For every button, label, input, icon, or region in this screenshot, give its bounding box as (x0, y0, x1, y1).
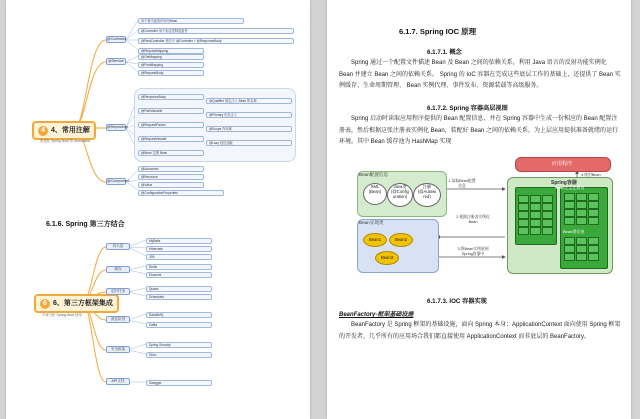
bean-grid-cell (564, 217, 575, 225)
subheading-ioc-impl: 6.1.7.3. IOC 容器实现 (427, 298, 487, 305)
mindmap-1-leaf: @ConfigurationProperties (138, 190, 224, 196)
bean-grid-cell (576, 253, 587, 261)
bean-grid-cell (518, 211, 529, 219)
bean-grid-cell (518, 195, 529, 203)
bean-grid-cell (518, 227, 529, 235)
bean-grid-cell (564, 237, 575, 245)
mindmap-2-leaf: Spring Security (146, 342, 212, 348)
bean-grid-cell (530, 219, 541, 227)
mindmap-2-leaf: MyBatis (146, 238, 212, 244)
bean1-oval: Bean1 (363, 233, 387, 247)
bean-grid-cell (530, 203, 541, 211)
bean-grid-cell (564, 193, 575, 201)
central-number-badge: 4 (38, 126, 48, 136)
bean-grid-cell (576, 193, 587, 201)
spring-container-diagram (355, 157, 613, 273)
mindmap-1-leaf: @Value (138, 182, 204, 188)
mindmap-1-note: @Qualifier 指定注入 Bean 的名称 (206, 98, 292, 104)
mindmap-1-leaf: @GetMapping (138, 54, 204, 60)
bean-grid-cell (588, 193, 599, 201)
mindmap-1-leaf: @RequestBody (138, 70, 204, 76)
bean-grid-cell (576, 201, 587, 209)
left-page (6, 0, 310, 419)
paragraph-concept: Spring 通过一个配置文件描述 Bean 及 Bean 之间的依赖关系，利用 Java 语言的反射功能实例化 Bean 并建立 Bean 之间的依赖关系。 Spring 的 IoC 容器在完成这些底层工作的基础上，还提供了 Bean 实例缓存、生命周期管理、 Bean 实例代理、事件发布、资源装载等高级服务。 (339, 60, 621, 89)
step-4-label: 4.使用Bean (581, 173, 601, 177)
mindmap-1-note: @Scope 作用域 (206, 126, 292, 132)
step-1-label: 1.读取Bean配置信息 (448, 179, 476, 188)
mindmap-2-central-label: 6、第三方框架集成 (53, 300, 113, 307)
cache-pool-label: Bean缓存池 (563, 229, 585, 234)
subheading-high-level-view: 6.1.7.2. Spring 容器高层视图 (427, 105, 508, 112)
mindmap-1-cat-node: @Service (106, 58, 126, 65)
paragraph-high-level-view: Spring 启动时读取应用程序提供的 Bean 配置信息，并在 Spring 容器中生成一份相应的 Bean 配置注册表，然后根据这张注册表实例化 Bean，装配好 Bean 之间的依赖关系，为上层应用提供准备就绪的运行环境。其中 Bean 缓存池为 HashMap 实现 (339, 116, 619, 145)
bean-grid-cell (576, 209, 587, 217)
mindmap-1-leaf: @RequestParam (138, 122, 204, 128)
bean-grid-cell (564, 209, 575, 217)
mindmap-2-leaf: Kafka (146, 322, 212, 328)
mindmap-1-leaf: @ResponseBody (138, 94, 204, 100)
mindmap-1-note: 用于将当前类识别为Bean (138, 18, 244, 24)
section-title-spring-third-party: 6.1.6. Spring 第三方结合 (46, 221, 125, 228)
bean-grid-cell (530, 211, 541, 219)
bean-grid-cell (564, 253, 575, 261)
mindmap-2-cat-node: API文档 (106, 378, 130, 385)
mindmap-2-leaf: Redis (146, 264, 212, 270)
bean-grid-cell (518, 203, 529, 211)
mindmap-1-central-label: 4、常用注解 (51, 127, 90, 134)
right-page (327, 0, 631, 419)
mindmap-1-leaf: @PostMapping (138, 62, 204, 68)
mindmap-2-central-sub: 方案分析 Spring Boot 使用 (42, 313, 82, 317)
mindmap-1-note: @Primary 优先注入 (206, 112, 292, 118)
bean-grid-cell (588, 237, 599, 245)
bean-grid-cell (588, 253, 599, 261)
mindmap-2-leaf: Hibernate (146, 246, 212, 252)
bean-grid-cell (588, 201, 599, 209)
bean2-oval: Bean2 (389, 233, 413, 247)
bean-config-label: Bean配置信息 (359, 172, 389, 177)
bean-grid-cell (542, 203, 553, 211)
bean-grid-cell (576, 217, 587, 225)
mindmap-2-cat-node: 消息队列 (106, 316, 130, 323)
bean3-oval: Bean3 (375, 251, 399, 265)
mindmap-1-note: @RestController 相当于 @Controller + @ResponseBody (138, 38, 294, 44)
bean-grid-cell (576, 245, 587, 253)
mindmap-1-leaf: @RequestHeader (138, 136, 204, 142)
mindmap-2-leaf: Shiro (146, 352, 212, 358)
mindmap-1-leaf: @Resource (138, 174, 204, 180)
bean-grid-cell (588, 217, 599, 225)
bean-grid-cell (564, 201, 575, 209)
mindmap-2-cat-node: 定时任务 (106, 288, 130, 295)
bean-grid-cell (588, 245, 599, 253)
paragraph-beanfactory: BeanFactory 是 Spring 框架的基础设施，面向 Spring 本身；ApplicationContext 面向使用 Spring 框架的开发者，几乎所有的应用场合我们都直接使用 ApplicationContext 而非底层的 BeanFactory。 (339, 322, 621, 340)
bean-grid-cell (576, 237, 587, 245)
bean-grid-cell (542, 195, 553, 203)
bean-grid-cell (542, 219, 553, 227)
mindmap-2-leaf: Swagger (146, 380, 212, 386)
mindmap-1-note: @Bean 注册 Bean (138, 150, 204, 156)
annotation-config-oval: 注解 (@Autowi red) (413, 183, 441, 207)
spring-container-label: Spring容器 (551, 180, 577, 186)
mindmap-1-central-sub: 用途化 Spring Boot 的 Annotation (40, 139, 91, 143)
mindmap-1-cat-node: @Repository (107, 125, 128, 129)
mindmap-2-leaf: RabbitMQ (146, 312, 212, 318)
bean-grid-cell (564, 245, 575, 253)
mindmap-2-leaf: Scheduled (146, 294, 212, 300)
mindmap-1-leaf: @Autowired (138, 166, 204, 172)
bean-grid-cell (542, 227, 553, 235)
mindmap-2-leaf: JPA (146, 254, 212, 260)
central-number-badge: 6 (40, 299, 50, 309)
mindmap-1-cat-node: @Component (107, 179, 130, 183)
step-2-label: 2.根据注册表实例化Bean (456, 215, 490, 224)
subheading-concept: 6.1.7.1. 概念 (427, 49, 462, 56)
mindmap-2-central-node (34, 294, 119, 313)
xml-config-oval: XML (Bean) (363, 183, 387, 205)
application-label: 应用程序 (551, 161, 573, 167)
mindmap-2-cat-node: 持久层 (106, 243, 130, 250)
bean-grid-cell (588, 209, 599, 217)
bean-grid-cell (530, 227, 541, 235)
mindmap-1-note: @Controller 用于标注控制层组件 (138, 28, 294, 34)
mindmap-1-leaf: @RequestMapping (138, 48, 204, 54)
java-config-oval: Java类 (@Config uration) (387, 183, 413, 207)
mindmap-2-leaf: Quartz (146, 286, 212, 292)
mindmap-1-cat-node: @Controller (107, 37, 127, 41)
section-heading-ioc: 6.1.7. Spring IOC 原理 (399, 27, 477, 36)
bean-impl-label: Bean实现类 (359, 220, 384, 225)
mindmap-2-cat-node: 缓存 (106, 266, 130, 273)
mindmap-2-leaf: Ehcache (146, 272, 212, 278)
mindmap-2-cat-node: 安全框架 (106, 346, 130, 353)
registry-label: Bean定义注册表 (555, 185, 585, 190)
bean-grid-cell (542, 211, 553, 219)
step-3-label: 3.将Bean实例放到Spring容器中 (457, 247, 489, 256)
beanfactory-label: BeanFactory-框架基础设施 (339, 312, 414, 318)
mindmap-1-leaf: @PathVariable (138, 108, 204, 114)
bean-grid-cell (530, 195, 541, 203)
bean-grid-cell (518, 219, 529, 227)
mindmap-1-note: @Lazy 延迟加载 (206, 140, 292, 146)
